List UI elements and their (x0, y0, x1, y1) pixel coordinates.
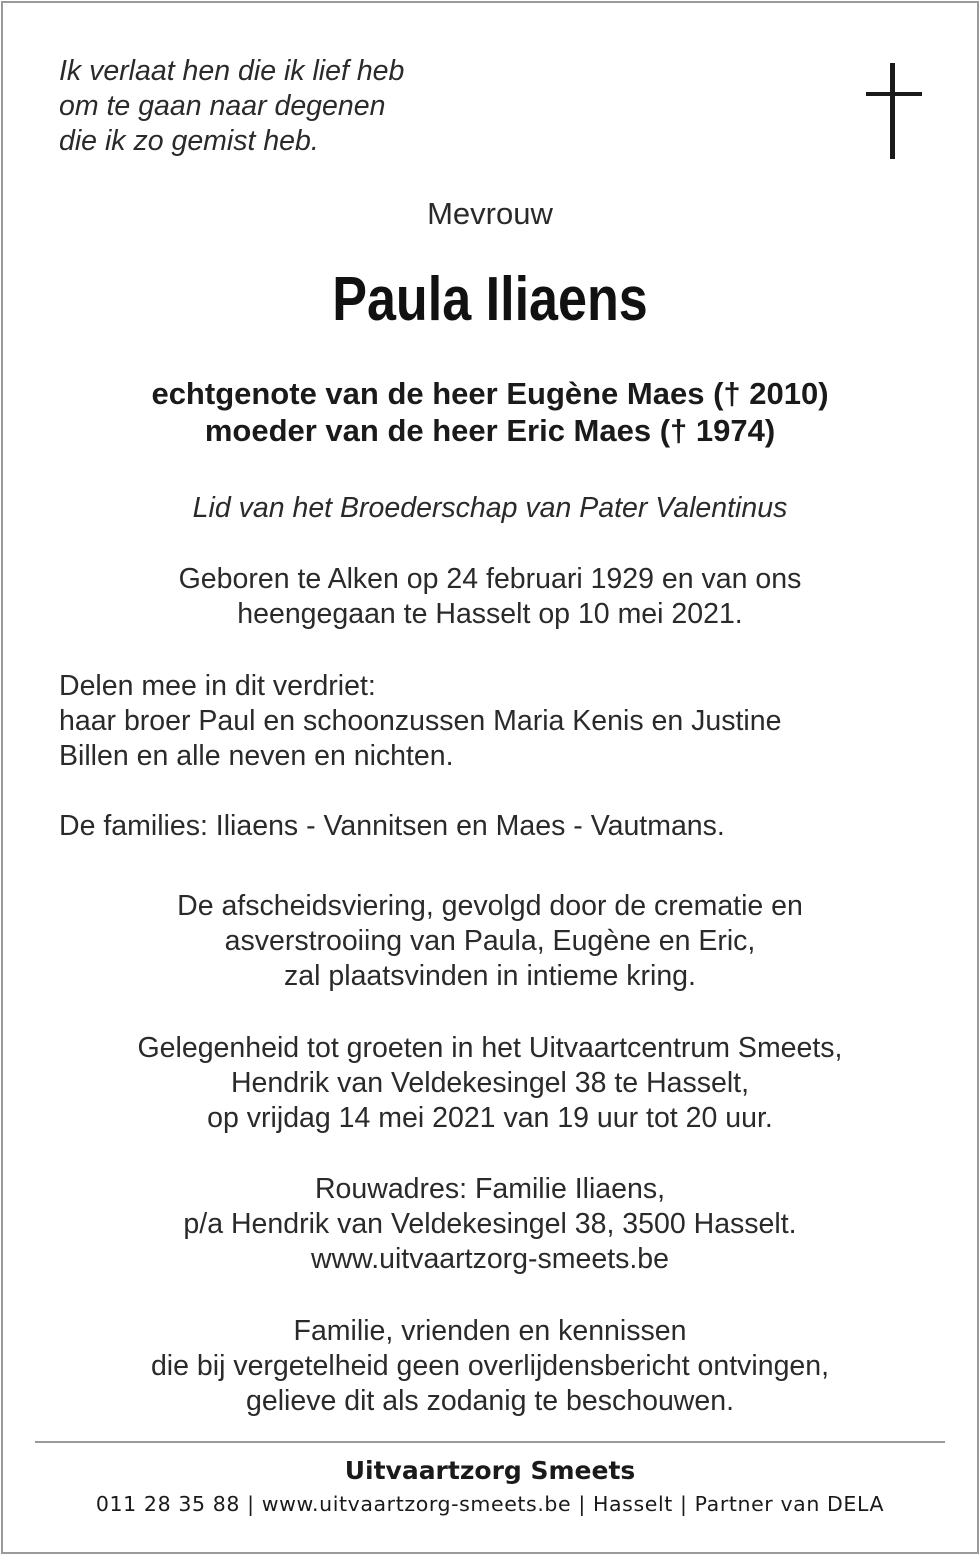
relation-spouse: echtgenote van de heer Eugène Maes († 2010) (151, 376, 829, 411)
footer-info: 011 28 35 88 | www.uitvaartzorg-smeets.be | Hasselt | Partner van DELA (95, 1492, 885, 1516)
notice-line: die bij vergetelheid geen overlijdensbericht ontvingen, (150, 1350, 830, 1382)
ceremony-line: De afscheidsviering, gevolgd door de crematie en (177, 890, 803, 922)
ceremony-line: zal plaatsvinden in intieme kring. (284, 960, 696, 992)
relations (0, 375, 980, 449)
membership: Lid van het Broederschap van Pater Valentinus (192, 492, 788, 524)
visitation-block (0, 1031, 980, 1136)
notice-line: Familie, vrienden en kennissen (293, 1315, 687, 1347)
deceased-name: Paula Iliaens (332, 265, 648, 334)
mourners-heading: Delen mee in dit verdriet: (59, 670, 376, 702)
notice-line: gelieve dit als zodanig te beschouwen. (246, 1385, 734, 1417)
notice-block (0, 1314, 980, 1419)
visitation-line: op vrijdag 14 mei 2021 van 19 uur tot 20 uur. (207, 1102, 773, 1134)
cross-horizontal-bar (866, 92, 922, 96)
poem-line: die ik zo gemist heb. (59, 125, 319, 157)
ceremony-block (0, 889, 980, 994)
death-line: heengegaan te Hasselt op 10 mei 2021. (237, 598, 743, 630)
birth-line: Geboren te Alken op 24 februari 1929 en van ons (178, 563, 802, 595)
mourners-line: Billen en alle neven en nichten. (59, 740, 454, 772)
address-line: p/a Hendrik van Veldekesingel 38, 3500 Hasselt. (183, 1208, 797, 1240)
poem (59, 54, 404, 159)
relation-son: moeder van de heer Eric Maes († 1974) (204, 413, 776, 448)
visitation-line: Hendrik van Veldekesingel 38 te Hasselt, (230, 1067, 750, 1099)
visitation-line: Gelegenheid tot groeten in het Uitvaartcentrum Smeets, (137, 1032, 843, 1064)
poem-line: om te gaan naar degenen (59, 90, 386, 122)
deceased-title: Mevrouw (427, 196, 553, 231)
ceremony-line: asverstrooiing van Paula, Eugène en Eric, (224, 925, 756, 957)
mourning-address-block (0, 1172, 980, 1277)
families-text: De families: Iliaens - Vannitsen en Maes - Vautmans. (59, 810, 725, 842)
mourners-line: haar broer Paul en schoonzussen Maria Kenis en Justine (59, 705, 782, 737)
cross-vertical-bar (890, 63, 895, 159)
families-line (59, 809, 725, 844)
cross-icon (866, 63, 922, 159)
poem-line: Ik verlaat hen die ik lief heb (59, 55, 405, 87)
address-line: Rouwadres: Familie Iliaens, (314, 1173, 666, 1205)
website-link[interactable]: www.uitvaartzorg-smeets.be (311, 1243, 669, 1275)
footer-divider (35, 1441, 945, 1443)
footer-company: Uitvaartzorg Smeets (344, 1456, 636, 1485)
birth-death-info (0, 562, 980, 632)
mourners-block (59, 669, 781, 774)
